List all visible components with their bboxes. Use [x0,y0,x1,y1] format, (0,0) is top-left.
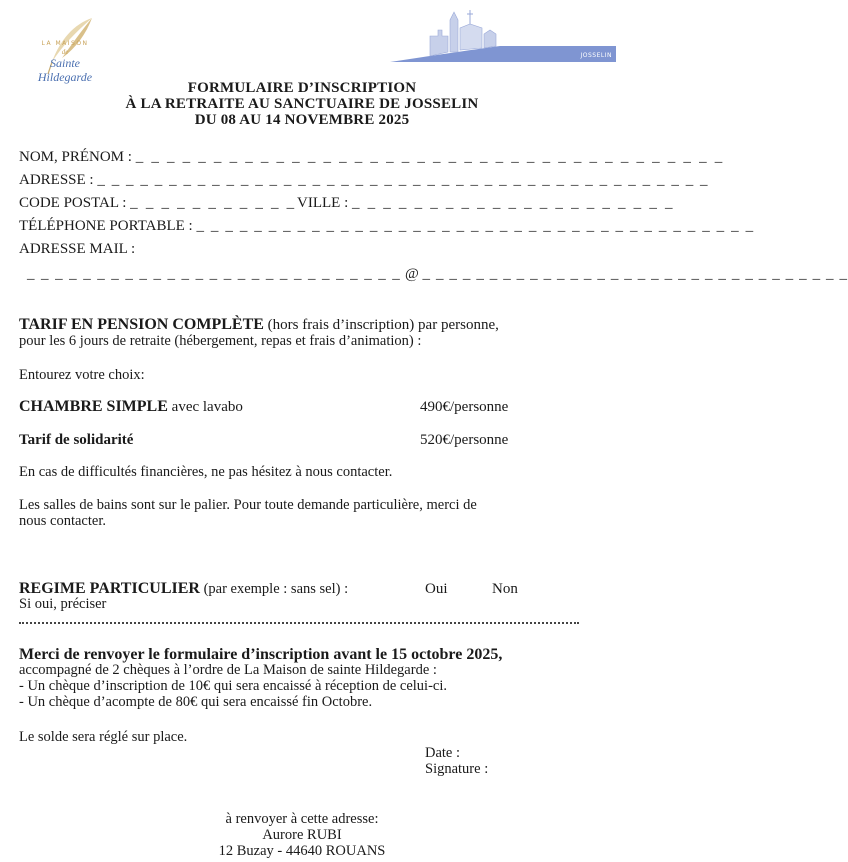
logo-line3: Sainte [50,56,80,70]
ville-field-row[interactable] [297,194,675,212]
date-label[interactable]: Date : [425,745,461,761]
mail-blank-right[interactable]: _ _ _ _ _ _ _ _ _ _ _ _ _ _ _ _ _ _ _ _ _ _ _ _ _ _ _ _ _ _ _ _ [422,266,848,282]
telephone-label: TÉLÉPHONE PORTABLE : [19,218,193,234]
signature-label[interactable]: Signature : [425,761,489,777]
mail-at: @ [404,266,419,282]
logo-right-city: JOSSELIN [580,52,612,59]
regime-heading-bold: REGIME PARTICULIER [19,580,200,597]
ville-label: VILLE : [297,195,349,211]
regime-preciser-line[interactable] [19,622,579,624]
option2-bold: Tarif de solidarité [19,432,134,448]
regime-non[interactable]: Non [492,581,518,597]
telephone-field-row[interactable] [19,217,755,235]
title-line3: DU 08 AU 14 NOVEMBRE 2025 [194,112,410,128]
logo-line2: de [61,48,69,56]
title-line1: FORMULAIRE D’INSCRIPTION [187,80,417,96]
adresse-line2: Aurore RUBI [262,827,342,843]
mail-blank-left[interactable]: _ _ _ _ _ _ _ _ _ _ _ _ _ _ _ _ _ _ _ _ _ _ _ _ _ _ _ [27,266,402,282]
adresse-line1: à renvoyer à cette adresse: [225,811,379,827]
tarif-heading-bold: TARIF EN PENSION COMPLÈTE [19,316,264,333]
title-line2: À LA RETRAITE AU SANCTUAIRE DE JOSSELIN [125,96,479,112]
ville-blank[interactable]: _ _ _ _ _ _ _ _ _ _ _ _ _ _ _ _ _ _ _ _ _ [351,195,675,211]
nom-blank[interactable]: _ _ _ _ _ _ _ _ _ _ _ _ _ _ _ _ _ _ _ _ _ _ _ _ _ _ _ _ _ _ _ _ _ _ _ _ _ _ [135,149,725,165]
logo-right-name: Notre-Dame du Roncier [514,36,602,46]
entourez-text: Entourez votre choix: [19,367,145,383]
nom-label: NOM, PRÉNOM : [19,149,132,165]
regime-heading-rest: (par exemple : sans sel) : [199,581,349,597]
regime-preciser: Si oui, préciser [19,596,107,612]
adresse-blank[interactable]: _ _ _ _ _ _ _ _ _ _ _ _ _ _ _ _ _ _ _ _ _ _ _ _ _ _ _ _ _ _ _ _ _ _ _ _ _ _ _ _ _ _ _ [97,172,710,188]
code-postal-field-row[interactable] [19,194,296,212]
logo-line4: Hildegarde [37,70,93,84]
note-salles-line2: nous contacter. [19,513,106,529]
code-postal-blank[interactable]: _ _ _ _ _ _ _ _ _ _ _ [130,195,297,211]
option1-bold: CHAMBRE SIMPLE [19,398,168,415]
nom-field-row[interactable] [19,148,724,166]
note-difficultes: En cas de difficultés financières, ne pas hésitez à nous contacter. [19,464,393,480]
tarif-line2: pour les 6 jours de retraite (hébergement, repas et frais d’animation) : [19,333,422,349]
adresse-field-row[interactable] [19,171,709,189]
mail-label: ADRESSE MAIL : [19,241,136,257]
renvoi-line1: accompagné de 2 chèques à l’ordre de La Maison de sainte Hildegarde : [19,662,437,678]
adresse-line3: 12 Buzay - 44640 ROUANS [218,843,386,859]
renvoi-heading-bold: Merci de renvoyer le formulaire d’inscription avant le 15 octobre 2025, [19,646,503,663]
renvoi-line2: - Un chèque d’inscription de 10€ qui sera encaissé à réception de celui-ci. [19,678,447,694]
code-postal-label: CODE POSTAL : [19,195,127,211]
logo-line1: LA MAISON [41,40,89,47]
note-salles-line1: Les salles de bains sont sur le palier. Pour toute demande particulière, merci de [19,497,477,513]
option1-price[interactable]: 490€/personne [420,399,509,415]
solde-text: Le solde sera réglé sur place. [19,729,188,745]
notre-dame-du-roncier-logo [390,6,616,66]
option1-rest: avec lavabo [167,399,243,415]
tarif-heading-rest: (hors frais d’inscription) par personne, [263,317,499,333]
option2-price[interactable]: 520€/personne [420,432,509,448]
option-chambre-simple[interactable] [19,398,243,416]
renvoi-line3: - Un chèque d’acompte de 80€ qui sera encaissé fin Octobre. [19,694,373,710]
adresse-label: ADRESSE : [19,172,94,188]
regime-oui[interactable]: Oui [425,581,448,597]
tarif-heading [19,316,499,334]
mail-field-row[interactable] [27,265,848,283]
option-tarif-solidarite[interactable] [19,431,133,449]
telephone-blank[interactable]: _ _ _ _ _ _ _ _ _ _ _ _ _ _ _ _ _ _ _ _ _ _ _ _ _ _ _ _ _ _ _ _ _ _ _ _ _ _ _ [196,218,755,234]
